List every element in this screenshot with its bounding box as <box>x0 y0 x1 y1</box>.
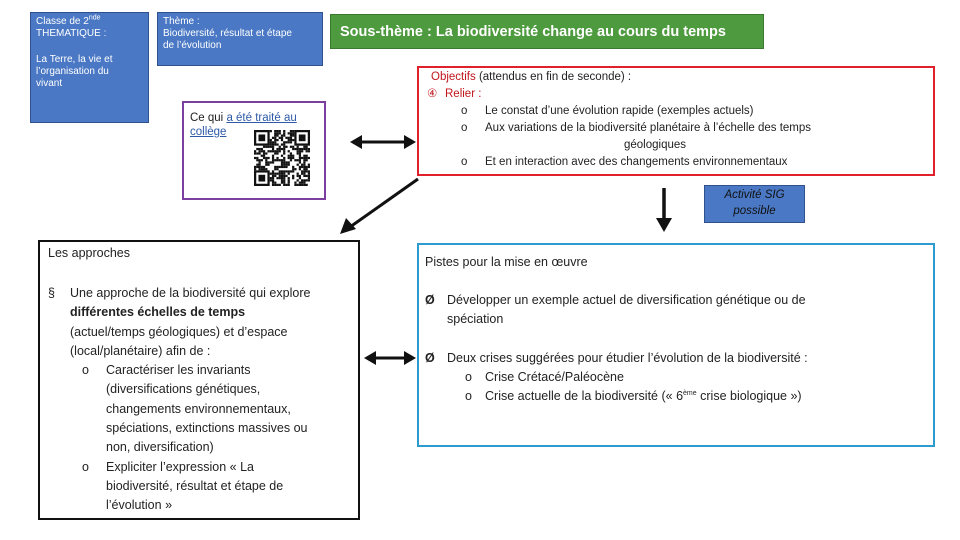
approach-sub-item: o Caractériser les invariants (diversifications génétiques, changements environnementaux, spéciations, extinctions massives ou non, diversification) <box>82 363 308 455</box>
objective-item-continuation: géologiques <box>623 139 687 151</box>
college-link-part: collège <box>190 126 227 138</box>
track-sub-item: o Crise actuelle de la biodiversité (« 6ème crise biologique ») <box>465 389 802 403</box>
objective-item: o Le constat d’une évolution rapide (exemples actuels) <box>461 105 754 117</box>
objective-item: o Aux variations de la biodiversité planétaire à l’échelle des temps <box>461 122 812 134</box>
track-item: Ø Développer un exemple actuel de diversification génétique ou de spéciation <box>425 293 806 326</box>
double-arrow-icon <box>350 132 416 152</box>
subtheme-title: Sous-thème : La biodiversité change au cours du temps <box>340 23 726 40</box>
theme-line: de l’évolution <box>163 40 222 51</box>
approaches-title: Les approches <box>48 246 131 260</box>
college-link-part: a été traité au <box>226 112 297 124</box>
tracks-title: Pistes pour la mise en œuvre <box>425 255 588 269</box>
level-thematic-box <box>30 12 149 123</box>
objectives-title: Objectifs (attendus en fin de seconde) : <box>431 71 632 83</box>
diagonal-arrow-icon <box>336 175 422 237</box>
tracks-box <box>417 243 935 447</box>
approach-bullet: § <box>48 286 55 300</box>
down-arrow-icon <box>652 186 676 232</box>
sig-line: possible <box>733 205 776 217</box>
theme-line: Biodiversité, résultat et étape <box>163 28 292 39</box>
thematic-line: La Terre, la vie et <box>36 54 113 65</box>
circled-bullet-icon: ④ <box>427 88 438 100</box>
qr-code-icon[interactable] <box>254 130 310 186</box>
arrow-bullet-icon: Ø <box>425 351 435 365</box>
track-item: Ø Deux crises suggérées pour étudier l’évolution de la biodiversité : o Crise Crétacé/Paléocène o Crise actuelle de la biodiversité (« 6ème crise biologique ») <box>425 349 925 406</box>
arrow-bullet-icon: Ø <box>425 293 435 307</box>
subtheme-banner <box>330 14 764 49</box>
approach-main-text: Une approche de la biodiversité qui explore différentes échelles de temps (actuel/temps géologiques) et d’espace (local/planétaire) afin de : o Caractériser les invariants (diversifications génétiques, changements environnementaux, spéciations, extinctions massives ou non, diversification) o Expliciter l’expression « La biodiversité, résultat et étape de l’évolution » <box>70 284 360 516</box>
thematic-line: l’organisation du <box>36 66 109 77</box>
objectives-box <box>417 66 935 176</box>
sig-activity-box <box>704 185 805 223</box>
thematic-line: vivant <box>36 78 63 89</box>
theme-label: Thème : <box>163 16 200 27</box>
college-text: Ce qui a été traité au collège <box>190 112 297 138</box>
objective-item: o Et en interaction avec des changements environnementaux <box>461 156 788 168</box>
thematic-label: THEMATIQUE : <box>36 28 107 39</box>
track-sub-item: o Crise Crétacé/Paléocène <box>465 370 624 384</box>
level-line: Classe de 2nde <box>36 14 101 27</box>
theme-box <box>157 12 323 66</box>
approaches-box <box>38 240 360 520</box>
approach-sub-item: o Expliciter l’expression « La biodiversité, résultat et étape de l’évolution » <box>82 459 284 513</box>
sig-line: Activité SIG <box>724 189 785 201</box>
double-arrow-icon <box>364 348 416 368</box>
relier-line: ④ Relier : <box>427 86 927 103</box>
